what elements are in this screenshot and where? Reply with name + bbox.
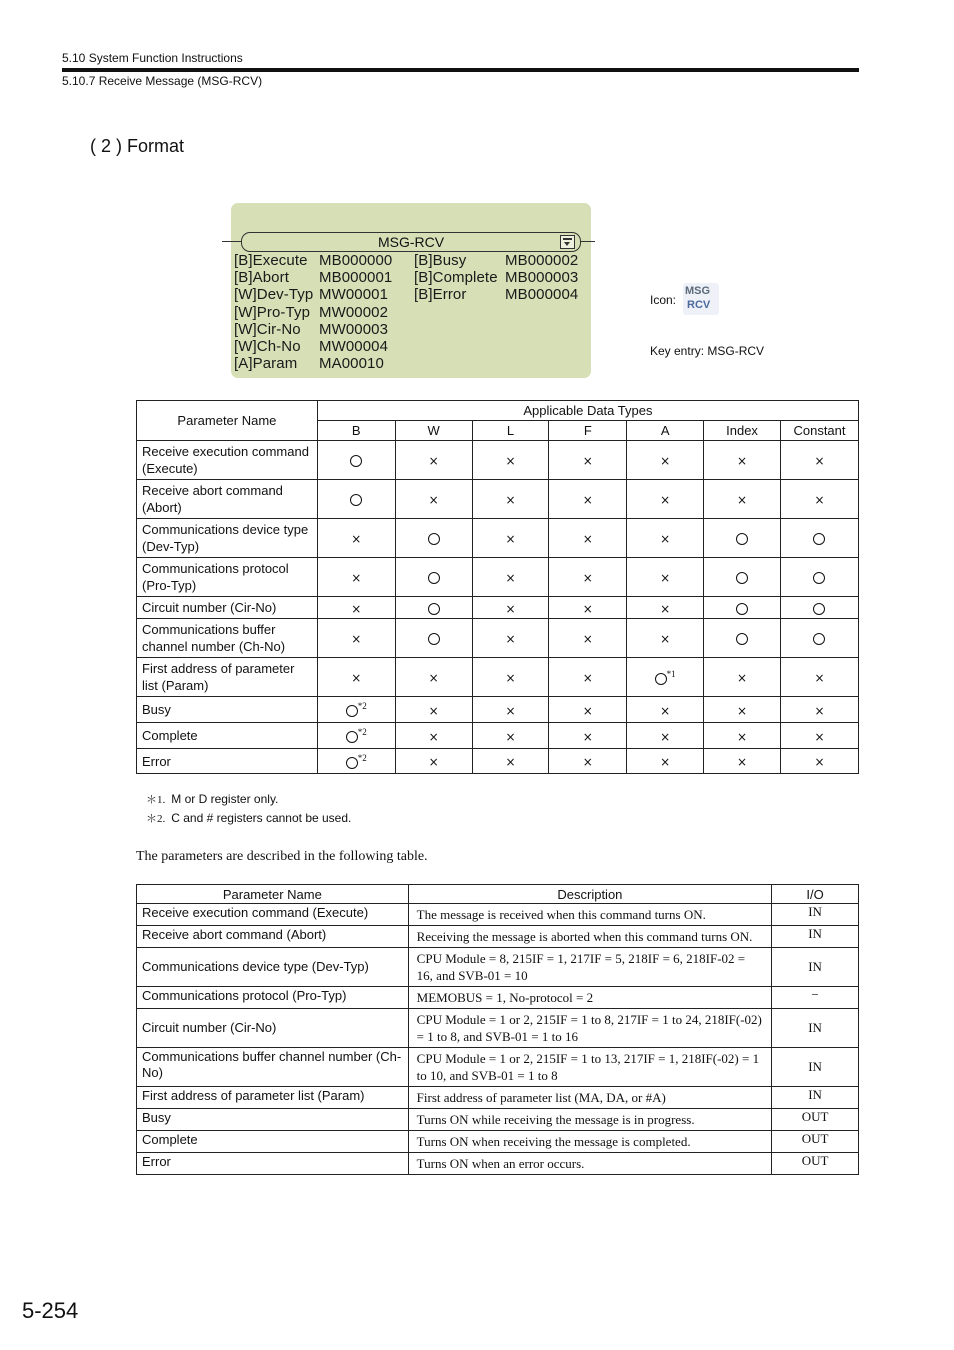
applicable-circle bbox=[704, 619, 781, 658]
col-header-type: F bbox=[549, 421, 627, 441]
parameter-io: IN bbox=[772, 948, 859, 987]
not-applicable-cross bbox=[627, 619, 704, 658]
parameter-name: Receive execution command (Execute) bbox=[137, 904, 409, 926]
footnote-mark: ＊1. bbox=[146, 794, 166, 806]
not-applicable-cross bbox=[780, 480, 858, 519]
key-entry: Key entry: MSG-RCV bbox=[650, 344, 765, 358]
circle-icon bbox=[346, 757, 358, 769]
cross-icon: × bbox=[428, 671, 439, 685]
circle-icon bbox=[736, 603, 748, 615]
cross-icon: × bbox=[660, 571, 671, 585]
footnote-ref: *2 bbox=[357, 701, 367, 712]
cross-icon: × bbox=[737, 454, 748, 468]
applicable-circle bbox=[395, 619, 472, 658]
cross-icon: × bbox=[351, 601, 362, 616]
cross-icon: × bbox=[814, 729, 825, 744]
cross-icon: × bbox=[660, 454, 671, 468]
cross-icon: × bbox=[814, 493, 825, 507]
not-applicable-cross bbox=[395, 480, 472, 519]
table-row bbox=[137, 749, 859, 774]
not-applicable-cross bbox=[549, 597, 627, 619]
applicable-circle bbox=[780, 558, 858, 597]
cross-icon: × bbox=[582, 601, 593, 616]
col-header-io: I/O bbox=[772, 885, 859, 904]
cross-icon: × bbox=[582, 755, 593, 769]
cross-icon: × bbox=[737, 493, 748, 507]
footnote-ref: *1 bbox=[666, 668, 676, 679]
parameter-description: Turns ON while receiving the message is in progress. bbox=[408, 1109, 771, 1131]
msg-rcv-icon bbox=[683, 283, 719, 315]
circle-icon bbox=[813, 533, 825, 545]
circle-icon bbox=[346, 705, 358, 717]
circle-icon bbox=[428, 572, 440, 584]
table-row bbox=[137, 723, 859, 749]
block-input-register: MA00010 bbox=[319, 355, 384, 373]
applicable-circle bbox=[317, 697, 395, 723]
parameter-name: First address of parameter list (Param) bbox=[137, 658, 318, 697]
block-input-name: [B]Execute bbox=[234, 252, 308, 269]
table-row bbox=[137, 1109, 859, 1131]
block-input-name: [A]Param bbox=[234, 355, 298, 373]
not-applicable-cross bbox=[549, 441, 627, 480]
not-applicable-cross bbox=[780, 441, 858, 480]
table-row bbox=[137, 926, 859, 948]
not-applicable-cross bbox=[472, 619, 549, 658]
cross-icon: × bbox=[351, 532, 362, 546]
icon-text-msg: MSG bbox=[685, 285, 711, 297]
col-header-type: Constant bbox=[780, 421, 858, 441]
not-applicable-cross bbox=[549, 723, 627, 749]
parameter-description: Receiving the message is aborted when this command turns ON. bbox=[408, 926, 771, 948]
applicable-circle bbox=[780, 519, 858, 558]
block-output-name: [B]Complete bbox=[414, 269, 498, 287]
parameter-description-table bbox=[136, 884, 859, 1175]
parameter-name: Circuit number (Cir-No) bbox=[137, 1009, 409, 1048]
footnote-ref: *2 bbox=[357, 752, 367, 763]
cross-icon: × bbox=[660, 755, 671, 769]
circle-icon bbox=[736, 533, 748, 545]
applicable-circle bbox=[395, 597, 472, 619]
not-applicable-cross bbox=[780, 723, 858, 749]
parameter-name: Error bbox=[137, 1153, 409, 1175]
not-applicable-cross bbox=[317, 658, 395, 697]
applicable-circle bbox=[704, 597, 781, 619]
parameter-io: IN bbox=[772, 1048, 859, 1087]
parameter-name: Communications device type (Dev-Typ) bbox=[137, 948, 409, 987]
not-applicable-cross bbox=[549, 519, 627, 558]
parameter-description: CPU Module = 8, 215IF = 1, 217IF = 5, 218IF = 6, 218IF-02 = 16, and SVB-01 = 10 bbox=[408, 948, 771, 987]
parameter-io: OUT bbox=[772, 1109, 859, 1131]
block-input-register: MW00004 bbox=[319, 338, 389, 355]
block-output-register: MB000003 bbox=[505, 269, 579, 287]
not-applicable-cross bbox=[472, 441, 549, 480]
intro-paragraph: The parameters are described in the following table. bbox=[136, 849, 428, 864]
not-applicable-cross bbox=[472, 749, 549, 774]
parameter-io: IN bbox=[772, 1087, 859, 1109]
cross-icon: × bbox=[737, 703, 748, 718]
block-input-name: [W]Pro-Typ bbox=[234, 303, 311, 321]
col-header-parameter-name: Parameter Name bbox=[137, 401, 318, 441]
cross-icon: × bbox=[660, 532, 671, 546]
parameter-name: Communications device type (Dev-Typ) bbox=[137, 519, 318, 558]
not-applicable-cross bbox=[549, 558, 627, 597]
parameter-io: OUT bbox=[772, 1131, 859, 1153]
cross-icon: × bbox=[660, 632, 671, 646]
header-section: 5.10 System Function Instructions bbox=[62, 51, 243, 65]
col-header-type: L bbox=[472, 421, 549, 441]
not-applicable-cross bbox=[704, 480, 781, 519]
table-row bbox=[137, 904, 859, 926]
cross-icon: × bbox=[660, 703, 671, 718]
cross-icon: × bbox=[428, 493, 439, 507]
circle-icon bbox=[350, 455, 362, 467]
cross-icon: × bbox=[505, 755, 516, 769]
block-expand-icon bbox=[560, 235, 575, 249]
col-header-type: W bbox=[395, 421, 472, 441]
not-applicable-cross bbox=[395, 697, 472, 723]
footnote-1 bbox=[146, 791, 278, 807]
parameter-io: IN bbox=[772, 1009, 859, 1048]
footnote-text: M or D register only. bbox=[171, 792, 279, 806]
not-applicable-cross bbox=[627, 441, 704, 480]
block-title-bar bbox=[241, 232, 581, 252]
applicable-circle bbox=[395, 519, 472, 558]
not-applicable-cross bbox=[704, 749, 781, 774]
cross-icon: × bbox=[505, 601, 516, 616]
cross-icon: × bbox=[351, 671, 362, 685]
block-input-wire bbox=[222, 241, 242, 242]
not-applicable-cross bbox=[472, 697, 549, 723]
cross-icon: × bbox=[814, 703, 825, 718]
cross-icon: × bbox=[428, 729, 439, 744]
cross-icon: × bbox=[660, 729, 671, 744]
parameter-io: IN bbox=[772, 904, 859, 926]
parameter-description: Turns ON when an error occurs. bbox=[408, 1153, 771, 1175]
block-input-register: MB000000 bbox=[319, 252, 393, 269]
page-number: 5-254 bbox=[22, 1298, 79, 1323]
table-row bbox=[137, 597, 859, 619]
not-applicable-cross bbox=[472, 480, 549, 519]
table-row bbox=[137, 1153, 859, 1175]
not-applicable-cross bbox=[704, 697, 781, 723]
circle-icon bbox=[813, 633, 825, 645]
not-applicable-cross bbox=[549, 658, 627, 697]
not-applicable-cross bbox=[627, 480, 704, 519]
cross-icon: × bbox=[814, 671, 825, 685]
table-row bbox=[137, 1048, 859, 1087]
parameter-io: − bbox=[772, 987, 859, 1009]
cross-icon: × bbox=[428, 755, 439, 769]
header-subsection: 5.10.7 Receive Message (MSG-RCV) bbox=[62, 74, 263, 88]
parameter-name: Communications protocol (Pro-Typ) bbox=[137, 558, 318, 597]
not-applicable-cross bbox=[472, 723, 549, 749]
block-title: MSG-RCV bbox=[377, 234, 445, 250]
circle-icon bbox=[428, 533, 440, 545]
not-applicable-cross bbox=[627, 749, 704, 774]
not-applicable-cross bbox=[627, 558, 704, 597]
table-row bbox=[137, 658, 859, 697]
not-applicable-cross bbox=[395, 658, 472, 697]
applicable-circle bbox=[704, 558, 781, 597]
cross-icon: × bbox=[505, 493, 516, 507]
cross-icon: × bbox=[351, 571, 362, 585]
not-applicable-cross bbox=[780, 749, 858, 774]
applicable-circle bbox=[317, 723, 395, 749]
block-input-register: MB000001 bbox=[319, 269, 393, 287]
table-row bbox=[137, 697, 859, 723]
not-applicable-cross bbox=[317, 558, 395, 597]
cross-icon: × bbox=[505, 532, 516, 546]
not-applicable-cross bbox=[549, 697, 627, 723]
not-applicable-cross bbox=[317, 619, 395, 658]
cross-icon: × bbox=[505, 703, 516, 718]
not-applicable-cross bbox=[472, 558, 549, 597]
footnote-ref: *2 bbox=[357, 727, 367, 738]
cross-icon: × bbox=[582, 703, 593, 718]
parameter-name: Receive execution command (Execute) bbox=[137, 441, 318, 480]
circle-icon bbox=[736, 633, 748, 645]
not-applicable-cross bbox=[704, 441, 781, 480]
not-applicable-cross bbox=[395, 441, 472, 480]
not-applicable-cross bbox=[395, 723, 472, 749]
table-row bbox=[137, 1009, 859, 1048]
parameter-name: Communications buffer channel number (Ch-No) bbox=[137, 1048, 409, 1087]
cross-icon: × bbox=[737, 729, 748, 744]
block-output-register: MB000002 bbox=[505, 252, 579, 269]
parameter-description: Turns ON when receiving the message is completed. bbox=[408, 1131, 771, 1153]
header-rule bbox=[62, 68, 859, 72]
not-applicable-cross bbox=[627, 597, 704, 619]
not-applicable-cross bbox=[317, 519, 395, 558]
applicable-circle bbox=[317, 441, 395, 480]
footnote-mark: ＊2. bbox=[146, 813, 166, 825]
not-applicable-cross bbox=[549, 749, 627, 774]
parameter-io: IN bbox=[772, 926, 859, 948]
not-applicable-cross bbox=[704, 723, 781, 749]
cross-icon: × bbox=[505, 671, 516, 685]
cross-icon: × bbox=[582, 532, 593, 546]
circle-icon bbox=[350, 494, 362, 506]
block-input-name: [B]Abort bbox=[234, 269, 289, 287]
cross-icon: × bbox=[737, 755, 748, 769]
circle-icon bbox=[346, 731, 358, 743]
parameter-name: Circuit number (Cir-No) bbox=[137, 597, 318, 619]
table-row bbox=[137, 519, 859, 558]
table-row bbox=[137, 558, 859, 597]
not-applicable-cross bbox=[704, 658, 781, 697]
not-applicable-cross bbox=[780, 697, 858, 723]
block-output-register: MB000004 bbox=[505, 286, 579, 304]
cross-icon: × bbox=[814, 755, 825, 769]
not-applicable-cross bbox=[627, 519, 704, 558]
parameter-name: Complete bbox=[137, 723, 318, 749]
applicable-circle bbox=[627, 658, 704, 697]
parameter-description: First address of parameter list (MA, DA, or #A) bbox=[408, 1087, 771, 1109]
table-row bbox=[137, 619, 859, 658]
data-types-table bbox=[136, 400, 859, 774]
cross-icon: × bbox=[582, 729, 593, 744]
not-applicable-cross bbox=[549, 619, 627, 658]
applicable-circle bbox=[780, 597, 858, 619]
block-output-name: [B]Error bbox=[414, 286, 467, 304]
block-input-register: MW00003 bbox=[319, 320, 389, 338]
parameter-description: CPU Module = 1 or 2, 215IF = 1 to 13, 217IF = 1, 218IF(-02) = 1 to 10, and SVB-01 = 1 to 8 bbox=[408, 1048, 771, 1087]
parameter-name: First address of parameter list (Param) bbox=[137, 1087, 409, 1109]
circle-icon bbox=[813, 603, 825, 615]
block-input-name: [W]Dev-Typ bbox=[234, 286, 314, 304]
block-input-name: [W]Cir-No bbox=[234, 320, 301, 338]
block-input-register: MW00002 bbox=[319, 303, 389, 321]
cross-icon: × bbox=[814, 454, 825, 468]
icon-label: Icon: bbox=[650, 293, 677, 307]
col-header-description: Description bbox=[408, 885, 771, 904]
applicable-circle bbox=[395, 558, 472, 597]
cross-icon: × bbox=[582, 632, 593, 646]
col-header-parameter-name: Parameter Name bbox=[137, 885, 409, 904]
parameter-name: Complete bbox=[137, 1131, 409, 1153]
not-applicable-cross bbox=[627, 723, 704, 749]
cross-icon: × bbox=[582, 454, 593, 468]
col-header-type: Index bbox=[704, 421, 781, 441]
parameter-name: Receive abort command (Abort) bbox=[137, 480, 318, 519]
parameter-name: Busy bbox=[137, 1109, 409, 1131]
cross-icon: × bbox=[351, 632, 362, 646]
circle-icon bbox=[813, 572, 825, 584]
cross-icon: × bbox=[505, 729, 516, 744]
parameter-description: CPU Module = 1 or 2, 215IF = 1 to 8, 217IF = 1 to 24, 218IF(-02) = 1 to 8, and SVB-01 = 1 to 16 bbox=[408, 1009, 771, 1048]
applicable-circle bbox=[317, 480, 395, 519]
not-applicable-cross bbox=[317, 597, 395, 619]
cross-icon: × bbox=[505, 632, 516, 646]
cross-icon: × bbox=[505, 454, 516, 468]
block-input-name: [W]Ch-No bbox=[234, 338, 301, 355]
block-output-wire bbox=[580, 241, 595, 242]
cross-icon: × bbox=[660, 493, 671, 507]
table-row bbox=[137, 480, 859, 519]
cross-icon: × bbox=[582, 571, 593, 585]
parameter-description: MEMOBUS = 1, No-protocol = 2 bbox=[408, 987, 771, 1009]
parameter-name: Receive abort command (Abort) bbox=[137, 926, 409, 948]
circle-icon bbox=[736, 572, 748, 584]
cross-icon: × bbox=[505, 571, 516, 585]
footnote-2 bbox=[146, 810, 351, 826]
parameter-name: Busy bbox=[137, 697, 318, 723]
icon-text-rcv: RCV bbox=[687, 299, 711, 311]
cross-icon: × bbox=[428, 454, 439, 468]
table-row bbox=[137, 1087, 859, 1109]
col-header-type: A bbox=[627, 421, 704, 441]
cross-icon: × bbox=[582, 493, 593, 507]
table-row bbox=[137, 987, 859, 1009]
applicable-circle bbox=[317, 749, 395, 774]
footnote-text: C and # registers cannot be used. bbox=[171, 811, 352, 825]
not-applicable-cross bbox=[472, 519, 549, 558]
not-applicable-cross bbox=[395, 749, 472, 774]
not-applicable-cross bbox=[627, 697, 704, 723]
cross-icon: × bbox=[428, 703, 439, 718]
not-applicable-cross bbox=[472, 597, 549, 619]
applicable-circle bbox=[704, 519, 781, 558]
parameter-name: Communications protocol (Pro-Typ) bbox=[137, 987, 409, 1009]
circle-icon bbox=[428, 633, 440, 645]
table-row bbox=[137, 441, 859, 480]
applicable-circle bbox=[780, 619, 858, 658]
cross-icon: × bbox=[660, 601, 671, 616]
not-applicable-cross bbox=[780, 658, 858, 697]
parameter-description: The message is received when this command turns ON. bbox=[408, 904, 771, 926]
section-title: ( 2 ) Format bbox=[90, 136, 185, 156]
cross-icon: × bbox=[737, 671, 748, 685]
not-applicable-cross bbox=[472, 658, 549, 697]
col-header-applicable-types: Applicable Data Types bbox=[317, 401, 858, 421]
circle-icon bbox=[655, 673, 667, 685]
not-applicable-cross bbox=[549, 480, 627, 519]
parameter-name: Communications buffer channel number (Ch-No) bbox=[137, 619, 318, 658]
parameter-name: Error bbox=[137, 749, 318, 774]
block-output-name: [B]Busy bbox=[414, 252, 467, 269]
circle-icon bbox=[428, 603, 440, 615]
cross-icon: × bbox=[582, 671, 593, 685]
block-input-register: MW00001 bbox=[319, 286, 389, 304]
table-row bbox=[137, 1131, 859, 1153]
col-header-type: B bbox=[317, 421, 395, 441]
parameter-io: OUT bbox=[772, 1153, 859, 1175]
table-row bbox=[137, 948, 859, 987]
